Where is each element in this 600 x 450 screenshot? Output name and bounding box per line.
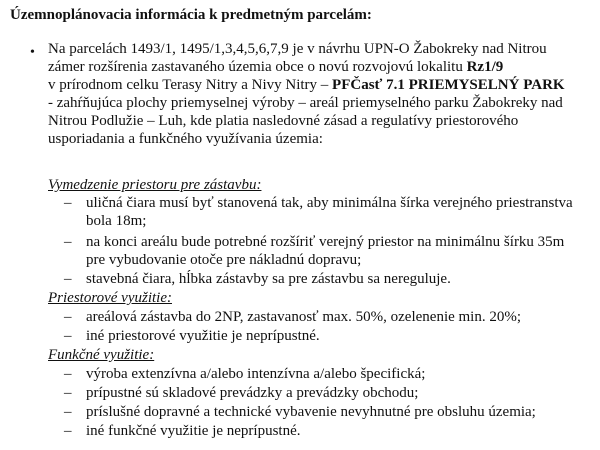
industrial-park-label: PFČasť 7.1 PRIEMYSELNÝ PARK [332,77,565,93]
dash-marker: – [64,404,72,420]
bullet-marker: • [30,45,35,60]
dash-marker: – [64,309,72,325]
dash-marker: – [64,234,72,250]
dash-marker: – [64,423,72,439]
dash-marker: – [64,271,72,287]
intro-paragraph [48,40,596,148]
locality-code: Rz1/9 [466,59,504,75]
intro-line-3-text: v prírodnom celku Terasy Nitry a Nivy Nitry – [48,77,333,93]
document-heading: Územnoplánovacia informácia k predmetným parcelám: [10,7,372,23]
list-item-text: výroba extenzívna a/alebo intenzívna a/alebo špecifická; [86,366,426,382]
list-item-text: stavebná čiara, hĺbka zástavby sa pre zástavbu sa nereguluje. [86,271,451,287]
dash-marker: – [64,366,72,382]
section-title-funkcne: Funkčné využitie: [48,347,155,363]
intro-line-3 [48,76,596,94]
section-title-priestorove: Priestorové využitie: [48,290,172,306]
intro-line-6: usporiadania a funkčného využívania územia: [48,131,323,147]
intro-line-1: Na parcelách 1493/1, 1495/1,3,4,5,6,7,9 je v návrhu UPN-O Žabokreky nad Nitrou [48,41,547,57]
list-item-text: na konci areálu bude potrebné rozšíriť verejný priestor na minimálnu šírku 35m [86,234,565,250]
intro-line-5: Nitrou Podlužie – Luh, kde platia nasledovné zásad a regulatívy priestorového [48,113,519,129]
list-item-text: areálová zástavba do 2NP, zastavanosť max. 50%, ozelenenie min. 20%; [86,309,522,325]
list-item-text: iné funkčné využitie je neprípustné. [86,423,301,439]
intro-line-2 [48,58,596,76]
list-item-text: uličná čiara musí byť stanovená tak, aby minimálna šírka verejného priestranstva [86,195,573,211]
dash-marker: – [64,328,72,344]
list-item-text: príslušné dopravné a technické vybavenie nevyhnutné pre obsluhu územia; [86,404,536,420]
list-item-text: iné priestorové využitie je neprípustné. [86,328,320,344]
intro-line-2-text: zámer rozšírenia zastavaného územia obce o novú rozvojovú lokalitu [48,59,467,75]
section-title-vymedzenie: Vymedzenie priestoru pre zástavbu: [48,177,262,193]
list-item-text-cont: bola 18m; [86,213,147,229]
intro-line-4: - zahŕňujúca plochy priemyselnej výroby – areál priemyselného parku Žabokreky nad [48,95,563,111]
dash-marker: – [64,195,72,211]
dash-marker: – [64,385,72,401]
list-item-text-cont: pre vybudovanie otoče pre nákladnú dopravu; [86,252,362,268]
list-item-text: prípustné sú skladové prevádzky a prevádzky obchodu; [86,385,419,401]
